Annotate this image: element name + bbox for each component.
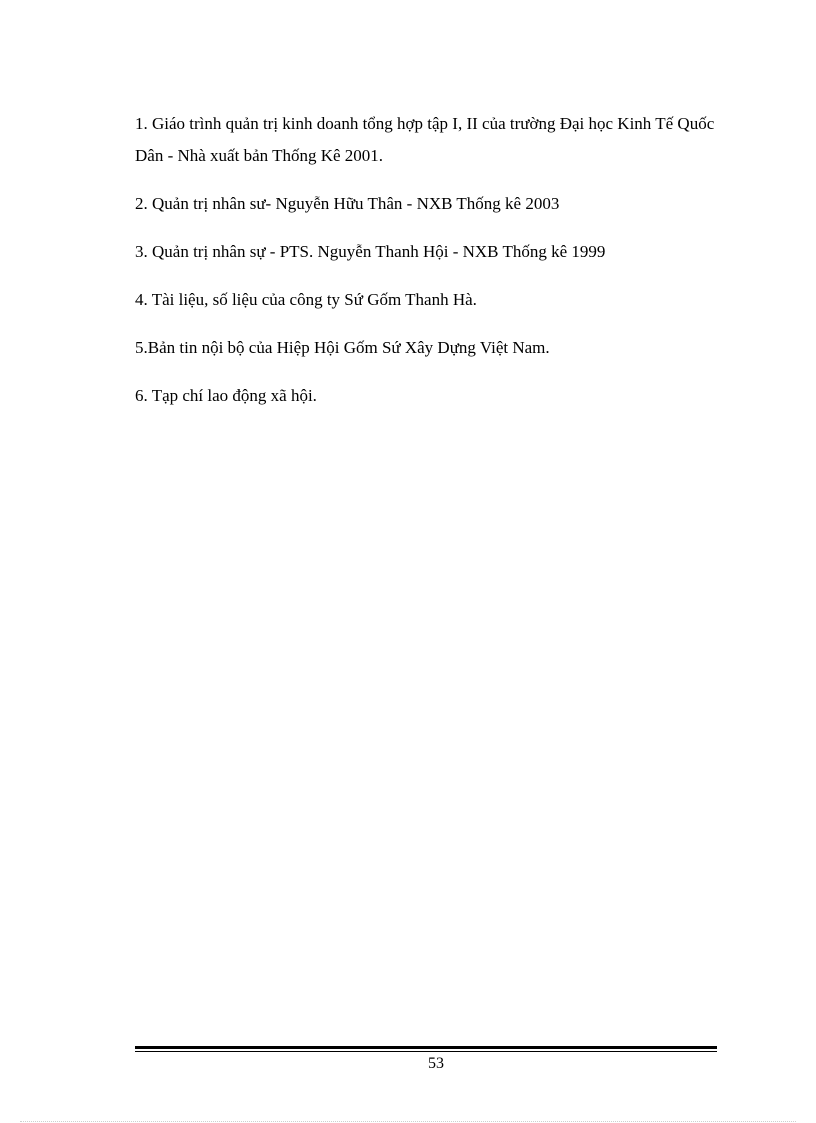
- page-bottom-edge: [20, 1121, 796, 1122]
- footer-divider-thin-line: [135, 1051, 717, 1052]
- reference-item: 4. Tài liệu, số liệu của công ty Sứ Gốm Thanh Hà.: [135, 290, 477, 309]
- reference-item: 2. Quản trị nhân sư- Nguyễn Hữu Thân - NXB Thống kê 2003: [135, 194, 560, 213]
- reference-item: 6. Tạp chí lao động xã hội.: [135, 386, 317, 405]
- footer-divider-thick-line: [135, 1046, 717, 1049]
- reference-item: 5.Bản tin nội bộ của Hiệp Hội Gốm Sứ Xây Dựng Việt Nam.: [135, 338, 550, 357]
- reference-item: 3. Quản trị nhân sự - PTS. Nguyễn Thanh Hội - NXB Thống kê 1999: [135, 242, 606, 261]
- reference-item: 1. Giáo trình quản trị kinh doanh tổng hợp tập I, II của trường Đại học Kinh Tế Quốc Dân - Nhà xuất bản Thống Kê 2001.: [135, 114, 715, 165]
- reference-list: [135, 108, 720, 428]
- page-number: 53: [428, 1055, 444, 1072]
- footer-divider: [135, 1046, 717, 1052]
